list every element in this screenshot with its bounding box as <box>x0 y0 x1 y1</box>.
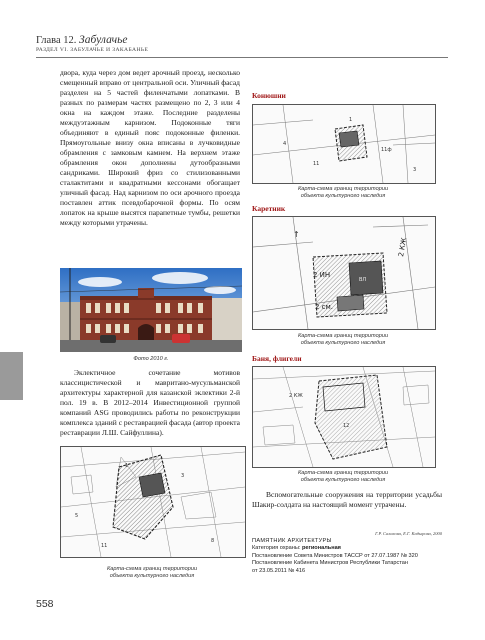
karetnik-north-arrow-icon: ↑ <box>293 230 300 239</box>
monument-decree-2: Постановление Кабинета Министров Республики Татарстан <box>252 560 408 567</box>
svg-text:11: 11 <box>101 543 108 549</box>
karetnik-label-2kzh: 2 КЖ <box>397 237 409 258</box>
section-title-karetnik: Каретник <box>252 204 286 213</box>
konyushni-label-3: 3 <box>413 167 417 173</box>
map-banya <box>252 366 436 468</box>
karetnik-label-vl: ВЛ <box>359 277 367 283</box>
map-main-drawing <box>61 447 245 557</box>
svg-text:3: 3 <box>181 473 185 479</box>
map-karetnik <box>252 216 436 330</box>
svg-text:5: 5 <box>75 513 79 519</box>
map-konyushni-drawing <box>253 105 435 183</box>
chapter-tab <box>0 352 23 400</box>
section-title-konyushni: Конюшни <box>252 91 286 100</box>
photo-caption: Фото 2010 г. <box>133 356 169 362</box>
chapter-number: Глава 12. <box>36 35 77 46</box>
monument-info <box>252 538 452 575</box>
konyushni-label-1: 1 <box>349 117 353 123</box>
monument-decree-1: Постановление Совета Министров ТАССР от 27.07.1987 № 320 <box>252 552 418 559</box>
monument-title: ПАМЯТНИК АРХИТЕКТУРЫ <box>252 538 332 544</box>
konyushni-label-11: 11 <box>313 161 320 167</box>
banya-label-2kzh: 2 КЖ <box>289 393 303 399</box>
map-konyushni-caption: Карта-схема границ территории объекта культурного наследия <box>297 186 389 199</box>
svg-text:8: 8 <box>211 538 215 544</box>
chapter-title <box>36 34 446 46</box>
konyushni-label-4: 4 <box>283 141 287 147</box>
map-main-territory <box>60 446 246 558</box>
page-number: 558 <box>36 598 54 610</box>
section-title: РАЗДЕЛ VI. ЗАБУЛАЧЬЕ И ЗАКАБАНЬЕ <box>36 47 149 53</box>
map-karetnik-caption: Карта-схема границ территории объекта культурного наследия <box>297 333 389 346</box>
monument-category: Категория охраны: региональная <box>252 545 341 552</box>
karetnik-label-2sm: 2 см. <box>315 303 334 311</box>
body-paragraph-3: Вспомогательные сооружения на территории усадьбы Шакир-солдата на настоящий момент утрачены. <box>252 490 442 509</box>
map-banya-drawing <box>253 367 435 467</box>
header-rule <box>36 57 448 58</box>
konyushni-label-11f: 11ф <box>381 147 392 153</box>
building-photo <box>60 268 242 352</box>
map-banya-caption: Карта-схема границ территории объекта культурного наследия <box>297 470 389 483</box>
svg-text:1: 1 <box>125 463 129 469</box>
body-paragraph-2: Эклектичное сочетание мотивов классицистической и мавритано-мусульманской архитектуры характерной для казанской эклектики 2-й пол. 19 в. В 2012–2014 Инвестиционной группой компаний ASG проводились работы по реконструкции комплекса зданий с реставрацией фасада (автор проекта реставрации Л.Ш. Сайфуллина). <box>60 368 240 437</box>
author-credit: Г.Р. Салахова, Е.Г. Кадырова, 2000 <box>375 531 442 536</box>
karetnik-label-2in: 2 ИН <box>313 271 331 279</box>
map-karetnik-drawing <box>253 217 435 329</box>
monument-category-value: региональная <box>302 545 341 552</box>
banya-label-12: 12 <box>343 423 350 429</box>
monument-decree-2-date: от 23.05.2011 № 416 <box>252 567 306 574</box>
map-konyushni <box>252 104 436 184</box>
section-title-banya: Баня, флигели <box>252 354 302 363</box>
chapter-name: Забулачье <box>79 34 128 46</box>
running-header <box>36 34 446 53</box>
map-main-caption: Карта-схема границ территории объекта культурного наследия <box>106 566 198 579</box>
building-photo-drawing <box>60 268 242 352</box>
body-paragraph-1: двора, куда через дом ведет арочный проезд, несколько смещенный вправо от центральной оси. Уличный фасад разделен на 5 частей филенчатыми лопатками. В разных по размерам частях размещено по 2, 3 или 4 окна на каждом этаже. Последние разделены междуэтажным карнизом. Подоконные тяги объединяют в единый пояс подоконные филенки. Прямоугольные внизу окна вписаны в лучковидные обрамления с замковым камнем. На верхнем этаже обрамления окон дополнены дутообразными сандриками. Широкий фриз со стилизованными сталактитами и квадратными кессонами обогащает уличный фасад. Над карнизом по оси арочного проезда поставлен аттик псевдобарочной формы. По осям лопаток на крыше высятся парапетные тумбы, решетки между которыми утрачены. <box>60 68 240 227</box>
